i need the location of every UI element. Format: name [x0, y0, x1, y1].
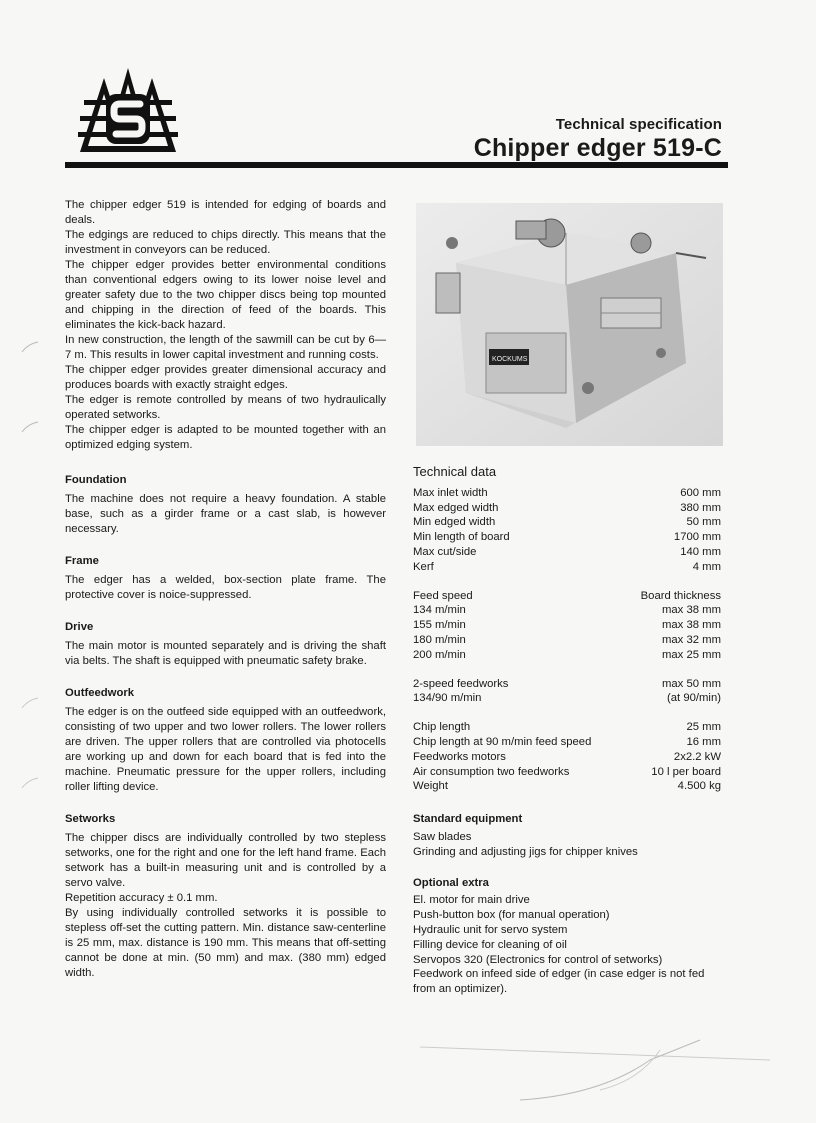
- spec-group-feed-speed: [413, 589, 721, 663]
- intro-paragraph: The edgings are reduced to chips directly. This means that the investment in conveyors can be reduced.: [65, 229, 386, 256]
- spec-value: 1700 mm: [673, 531, 721, 544]
- section-foundation: [65, 473, 386, 537]
- spec-row: [413, 560, 721, 575]
- section-text: The chipper discs are individually controlled by two stepless setworks, one for the right and one for the left hand frame. Each setwork has a built-in measuring unit and is controlled by a servo valve.: [65, 832, 386, 889]
- page-title: Chipper edger 519-C: [473, 134, 722, 162]
- description-column: [65, 198, 386, 981]
- section-setworks: [65, 812, 386, 981]
- spec-row: [413, 779, 721, 794]
- spec-group-misc: [413, 720, 721, 794]
- spec-label: Feedworks motors: [413, 750, 506, 763]
- machine-badge: KOCKUMS: [492, 356, 528, 363]
- spec-label: Chip length: [413, 721, 471, 734]
- spec-value: 25 mm: [686, 721, 721, 734]
- section-heading: Outfeedwork: [65, 687, 135, 699]
- spec-row: [413, 633, 721, 648]
- spec-value: 140 mm: [680, 545, 721, 558]
- spec-row: [413, 765, 721, 780]
- list-item: Saw blades: [413, 830, 472, 843]
- spec-label: Feed speed: [413, 589, 473, 602]
- spec-value: 16 mm: [686, 735, 721, 748]
- spec-value: max 25 mm: [661, 648, 721, 661]
- spec-value: max 38 mm: [661, 619, 721, 632]
- spec-row: [413, 603, 721, 618]
- section-text: By using individually controlled setworks it is possible to stepless off-set the cutting pattern. Min. distance saw-centerline is 25 mm, max. distance is 190 mm. This means that off-setting cannot be done at min. (50 mm) and max. (380 mm) edged width.: [65, 907, 386, 979]
- standard-equipment-heading: Standard equipment: [413, 813, 523, 826]
- section-frame: [65, 554, 386, 603]
- spec-label: Min edged width: [413, 516, 496, 529]
- specification-column: [413, 465, 721, 997]
- spec-row: [413, 618, 721, 633]
- spec-label: Kerf: [413, 560, 434, 573]
- spec-value: 2x2.2 kW: [673, 750, 721, 763]
- spec-label: 134 m/min: [413, 604, 466, 617]
- spec-value: Board thickness: [640, 589, 721, 602]
- spec-value: 380 mm: [680, 501, 721, 514]
- spec-row: [413, 515, 721, 530]
- header-rule: [65, 162, 728, 168]
- technical-data-heading: Technical data: [413, 464, 497, 479]
- spec-row: [413, 691, 721, 706]
- spec-value: max 32 mm: [661, 633, 721, 646]
- spec-label: Chip length at 90 m/min feed speed: [413, 735, 592, 748]
- spec-group-dimensions: [413, 486, 721, 575]
- spec-value: 600 mm: [680, 486, 721, 499]
- section-heading: Setworks: [65, 813, 116, 825]
- page-header: [474, 116, 722, 163]
- section-heading: Foundation: [65, 474, 127, 486]
- spec-label: Max cut/side: [413, 545, 477, 558]
- intro-paragraph: The chipper edger provides greater dimensional accuracy and produces boards with exactly straight edges.: [65, 364, 386, 391]
- spec-row: [413, 545, 721, 560]
- list-item: Servopos 320 (Electronics for control of setworks): [413, 953, 663, 966]
- intro-paragraph: The edger is remote controlled by means of two hydraulically operated setworks.: [65, 394, 386, 421]
- list-item: Grinding and adjusting jigs for chipper knives: [413, 845, 638, 858]
- optional-extra-heading: Optional extra: [413, 876, 489, 889]
- intro-paragraph: The chipper edger is adapted to be mounted together with an optimized edging system.: [65, 424, 386, 451]
- spec-value: 4 mm: [692, 560, 721, 573]
- optional-extra: [413, 876, 721, 997]
- list-item: Push-button box (for manual operation): [413, 909, 610, 922]
- list-item: Hydraulic unit for servo system: [413, 923, 568, 936]
- spec-label: 200 m/min: [413, 648, 466, 661]
- spec-row: [413, 750, 721, 765]
- intro-paragraph: In new construction, the length of the sawmill can be cut by 6—7 m. This results in lower capital investment and running costs.: [65, 334, 386, 361]
- intro-paragraph: The chipper edger provides better environmental conditions than conventional edgers owing to its lower noise level and greater safety due to the two chipper discs being top mounted and chipping in the direction of feed of the boards. This eliminates the kick-back hazard.: [65, 259, 386, 331]
- spec-row: [413, 648, 721, 663]
- spec-value: max 50 mm: [661, 677, 721, 690]
- spec-label: Min length of board: [413, 531, 510, 544]
- spec-row: [413, 501, 721, 516]
- intro: [65, 198, 386, 453]
- spec-row: [413, 735, 721, 750]
- spec-value: 10 l per board: [651, 765, 721, 778]
- spec-label: 155 m/min: [413, 619, 466, 632]
- spec-row: [413, 486, 721, 501]
- list-item: Filling device for cleaning of oil: [413, 938, 567, 951]
- spec-row: [413, 677, 721, 692]
- company-logo: [74, 66, 182, 152]
- spec-value: (at 90/min): [667, 692, 721, 705]
- section-text: The main motor is mounted separately and is driving the shaft via belts. The shaft is equipped with pneumatic safety brake.: [65, 640, 386, 667]
- spec-row: [413, 720, 721, 735]
- spec-value: 50 mm: [686, 516, 721, 529]
- spec-label: 134/90 m/min: [413, 692, 482, 705]
- section-heading: Drive: [65, 621, 94, 633]
- section-outfeedwork: [65, 686, 386, 795]
- page-subtitle: Technical specification: [555, 116, 722, 133]
- intro-paragraph: The chipper edger 519 is intended for edging of boards and deals.: [65, 199, 386, 226]
- spec-label: 180 m/min: [413, 633, 466, 646]
- section-heading: Frame: [65, 555, 99, 567]
- spec-value: max 38 mm: [661, 604, 721, 617]
- spec-group-feedworks: [413, 677, 721, 707]
- list-item: Feedwork on infeed side of edger (in case edger is not fed from an optimizer).: [413, 968, 705, 996]
- spec-label: Max inlet width: [413, 486, 488, 499]
- section-text: The edger is on the outfeed side equipped with an outfeedwork, consisting of two upper and two lower rollers. The lower rollers are driven. The upper rollers that are controlled via photocells are working up and down for each board that is fed into the machine. Pneumatic pressure for the upper rollers, including roller lifting device.: [65, 706, 386, 793]
- spec-label: Weight: [413, 780, 448, 793]
- spec-label: 2-speed feedworks: [413, 677, 509, 690]
- section-drive: [65, 620, 386, 669]
- spec-value: 4.500 kg: [677, 780, 721, 793]
- section-text: The edger has a welded, box-section plate frame. The protective cover is noice-suppressed.: [65, 574, 386, 601]
- machine-photo: [416, 203, 723, 446]
- section-text: Repetition accuracy ± 0.1 mm.: [65, 892, 218, 904]
- list-item: El. motor for main drive: [413, 894, 530, 907]
- section-text: The machine does not require a heavy foundation. A stable base, such as a girder frame or a cast slab, is however necessary.: [65, 493, 386, 535]
- spec-row: [413, 530, 721, 545]
- spec-row: [413, 589, 721, 604]
- spec-label: Air consumption two feedworks: [413, 765, 570, 778]
- spec-label: Max edged width: [413, 501, 499, 514]
- standard-equipment: [413, 812, 721, 859]
